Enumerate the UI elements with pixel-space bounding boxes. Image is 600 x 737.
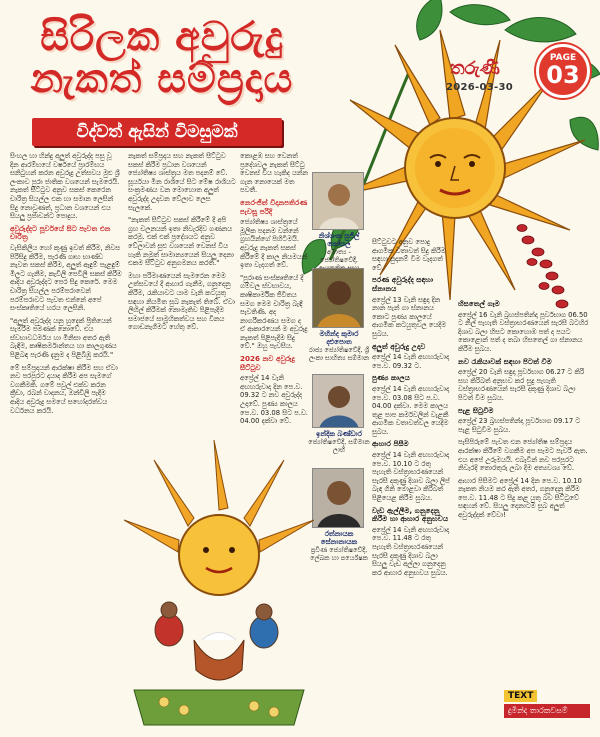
issue-date: 2026-03-30 [446,82,513,93]
page-number: 03 [546,61,580,89]
col4-intro: සීට්ටුවට අනුව පොදු ආගමික වතාවත් සිදු කිරීම සඳහා සුදානම් වීම වැදගත් වේ. [372,238,446,272]
col5-section-2-title: නව රැකියාවක් සඳහා පිටත් වීම [458,356,552,366]
portrait-4 [312,468,364,528]
column-5 [458,300,590,660]
col1-intro: සිංහල හා හින්දු අලුත් අවුරුද්ද පසු වූ දින ආරම්භයේ වර්ෂයේ ප්‍රාරම්භය සනිටුහන් කරන අවුරුදු උත්සවය මුළු ශ්‍රී ලංකාව පුරා ජාතික වශයෙන් සැමරෙයි. නැකත් සීට්ටුව අනුව සකස් කෙරෙන චාරිත්‍ර සියල්ල එක හා සමාන ලෙසින් සිදු නොවුණත්, ප්‍රධාන වශයෙන් එය සියලු ප්‍රජාවන්ට පොදුය. [10,152,120,221]
portrait-3 [312,374,364,428]
portrait-1-name: නිශ්ශංක සුජිල් කෝසල [318,232,360,248]
people-icon [155,602,278,648]
col5-body: පැසිපිරුමේ පැවත එන ජ්‍යෝතිෂ සම්ප්‍රදාය ආරක්ෂා කිරීමේ වගකීම අප සැමට පැවරී ඇත. එය අපේ උරුමයයි. එබැවින් නව පරපුරට නිවැරදි තොරතුරු ලබා දීම අත්‍යවශ්‍ය වේ. [458,438,588,473]
col5-section-3-body: අප්‍රේල් 23 බ්‍රහස්පතින්දා පූර්වභාග 09.17 ට පැළ සිටුවීම සුබය. [458,417,581,434]
col5-closing: ආහාර පිසීමට අප්‍රේල් 14 දින පෙ.ව. 10.10 නැකත නියම කර ඇති අතර, ගනුදෙනු කිරීම පෙ.ව. 11.48 ට සිදු කළ යුතු බව සීට්ටුවේ සඳහන් වේ. සියලු දෙනාටම සුබ අලුත් අවුරුද්දක් වේවා! [458,476,582,520]
col1-quote: "අලුත් අවුරුද්ද යනු හුදෙක් ප්‍රීතියෙන් සැමරීම පමණක් නොවේ. එය ස්වභාවධර්මය හා මිනිසා අතර ඇති බැඳීම, කෘෂිකර්මාන්තය හා කාලගුණය පිළිබඳ පැරණි දැනුම ද පිළිබිඹු කරයි." [10,316,117,360]
bottom-illustration [124,440,314,730]
col3-section-title: 2026 නව අවුරුදු සීට්ටුව [240,354,295,372]
col2-body: මහා පරිමාණයෙන් සැමරෙන මෙම උත්සවයේ දී ආහාර ගැනීම, ගනුදෙනු කිරීම, රැකියාවට යාම වැනි කටයුතු සඳහා නියමිත සුබ නැකැත් තිබේ. ඒවා ලිහිල් කිරීමක් නොමැතිව පිළිපැදීම සමාජයේ සාමූහිකත්වය සහ විනය ගොඩනැගීමට හේතු වේ. [128,271,236,332]
subhead: විද්වත් ඇසින් විමසුමක් [32,118,282,146]
portrait-3-name: ඉන්දික බණ්ඩාර [316,430,362,438]
portrait-4-role: ප්‍රවීණ ජ්‍යෝතිෂවේදී, ලේඛක හා පර්යේෂක [310,546,368,562]
col2-intro: නැකත් සම්ප්‍රදාය සහ නැකත් සීට්ටුව සකස් කිරීම ප්‍රධාන වශයෙන් ජ්‍යෝතිෂ්‍ය ශාස්ත්‍රය මත පදනම් වේ. සූර්යයා මීන රාශියේ සිට මේෂ රාශියට සංක්‍රමණය වන මොහොත අලුත් අවුරුද්ද උදාවන වේලාව ලෙස සැලකේ. [128,152,236,212]
headline [12,16,312,100]
portrait-4-name: රත්නායක සේනානායක [320,530,358,546]
col1-section-body: වැසිකිලිය හෝ කුණු ඉවත් කිරීම, නිවස පිරිසිදු කිරීම, පැරණි ගෘහ භාණ්ඩ නැවත සකස් කිරීම, අලුත් ඇඳුම් පැළඳුම් මිලට ගැනීම, කැවිලි පෙවිලි සකස් කිරීම ආදිය අවුරුද්දට පෙර සිදු කෙරේ. මෙම චාරිත්‍ර සියල්ල පරම්පරාවෙන් පරම්පරාවට පැවත එන්නේ අපේ සංස්කෘතියේ හරය ලෙසිනි. [10,243,122,313]
headline-line-1: සිරිලක අවුරුදු [40,14,284,60]
portrait-1 [312,172,364,230]
col4-section-2-body: අප්‍රේල් 14 වැනි අඟහරුවාදා පෙ.ව. 09.32 ට. [372,353,450,370]
portrait-2-name: මහින්ද කුමාර දළුපොත [319,330,359,346]
col4-section-4-title: ආහාර පිසීම [372,439,409,449]
person-icon [313,173,364,230]
brand-logo: තරුණී [450,58,500,79]
headline-line-2: නැකත් සම්ප්‍රදාය [30,56,294,102]
portrait-3-caption [308,430,370,454]
col1-closing: මේ සම්ප්‍රදායන් ආරක්ෂා කිරීම සහ ඒවා නව පරපුරට දායාද කිරීම අප සැමගේ වගකීමකි. ගමේ පවුල් එක්ව කරන ක්‍රීඩා, රබන් වාදනය, ඔන්චිලි පැදීම ආදිය අවුරුදු සමයේ සහෝදරත්වය වර්ධනය කරයි. [10,363,118,415]
column-4 [372,238,452,628]
col5-section-2-body: අප්‍රේල් 20 වැනි සඳුදා පූර්වභාග 06.27 ට කිරි සහ කිරිබත් අනුභව කර සුදු පැහැති වස්ත්‍රාභරණයෙන් සැරසී දකුණු දිශාව බලා පිටත් වීම සුබය. [458,368,585,402]
col5-section-1-body: අප්‍රේල් 16 වැනි බ්‍රහස්පතින්දා පූර්වභාග 06.50 ට නිල් පැහැති වස්ත්‍රාභරණයෙන් සැරසී බටහිර දිශාව බලා හිසට කොහොඹ පත් ද පයට කොළොන් පත් ද තබා හිසතෙල් ගා ස්නානය කිරීම සුබය. [458,310,589,353]
page-badge [536,44,590,98]
portrait-1-role: අමාත්‍ය - ජ්‍යෝතිෂවේදී, [320,248,358,264]
col4-section-1-title: පරණ අවුරුද්ද සඳහා ස්නානය [372,275,434,293]
col3-intro: කොළඹ සහ වෙනත් ප්‍රදේශවල නැකත් සීට්ටු වෙනස් විය හැකිද යන්න ගැන නොයෙක් මත පවතී. [240,152,308,195]
portrait-2-caption [308,330,370,362]
col3-section-body: අප්‍රේල් 14 වැනි අඟහරුවාදා දින පෙ.ව. 09.32 ට නව අවුරුද්ද උදාවේ. පුණ්‍ය කාලය පෙ.ව. 03.08 සිට ප.ව. 04.00 දක්වා වේ. [240,374,308,426]
person-icon [313,469,364,528]
col2-quote: "නැකත් සීට්ටුව සකස් කිරීමේ දී අපි ග්‍රහ චලනයන් ඉතා නිවැරදිව ගණනය කරමු. එක් එක් ප්‍රදේශයට අනුව වේලාවන් සුළු වශයෙන් වෙනස් විය හැකි නමුත් සාමාන්‍යයෙන් සියලු දෙනා එකම සීට්ටුව අනුගමනය කරති." [128,216,234,268]
portrait-2 [312,268,364,328]
person-icon [313,375,364,428]
person-icon [313,269,364,328]
col4-section-5-body: අප්‍රේල් 14 වැනි අඟහරුවාදා පෙ.ව. 11.48 ට රතු පැහැති වස්ත්‍රාභරණයෙන් සැරසී දකුණු දිශාව බලා සියලු වැඩ අල්ලා ගනුදෙනු කර ආහාර අනුභවය සුබය. [372,525,450,577]
col1-section-title: අවුරුද්දට පූර්වයේ සිට පැවත එන චාරිත්‍ර [10,223,111,242]
col3-panel-body: ජ්‍යෝතිෂ්‍ය ශාස්ත්‍රයේ මූලික පදනම වන්නේ ග්‍රහයින්ගේ පිහිටීමයි. අවුරුදු නැකත් සකස් කිරීමේ දී කාල නියමයන් ඉතා වැදගත් වේ. [240,218,308,270]
col5-section-3-title: පැළ සිටුවීම [458,405,494,415]
col5-section-1-title: හිසතෙල් ගෑම [458,300,500,308]
page-label: PAGE [549,53,577,63]
col4-section-2-title: අලුත් අවුරුදු උදාව [372,341,426,351]
author-tag-label: TEXT [504,690,537,702]
col3-panel-title: නෙරංජිත් විදානපතිරණ පැවසූ පරිදි [240,197,308,216]
col4-section-3-title: පුණ්‍ය කාලය [372,373,410,383]
berries-icon [517,225,568,309]
col3-body: "පුරාණ සංස්කෘතියේ දී ගම්වල ස්වභාවය, කෘෂිකාර්මික ජීවිතය සමග මෙම චාරිත්‍ර බැඳී පැවතිණි. අද නාගරීකරණය සමග ද ඒ ආකාරයෙන් ම අවුරුදු නැකත් පිළිපැදීම සිදු වේ." ඔහු පැවසීය. [240,273,308,351]
brand-box [440,40,590,100]
milk-pot-icon [194,633,244,681]
author-tag [504,683,590,715]
portrait-2-role: රාජ්‍ය ජ්‍යෝතිෂවේදී, ශ්‍රී ලංකා සාහිත්‍ය සම්මාන [308,346,370,362]
col4-section-4-body: අප්‍රේල් 14 වැනි අඟහරුවාදා පෙ.ව. 10.10 ට රතු පැහැති වස්ත්‍රාභරණයෙන් සැරසී දකුණු දිශාව බලා ලිප් බැඳ ගිනි මොළවා කිරිබත් පිළියෙළ කිරීම සුබය. [372,451,450,503]
column-1 [10,152,122,722]
col4-section-5-title: වැඩ ඇල්ලීම, ගනුදෙනු කිරීම හා ආහාර අනුභවය [372,505,449,524]
portrait-3-role: ජ්‍යෝතිෂවේදී, සම්මාන ලාභී [308,438,370,454]
col4-section-3-body: අප්‍රේල් 14 වැනි අඟහරුවාදා පෙ.ව. 03.08 සිට ප.ව. 04.00 දක්වා. මෙම කාලය තුළ පාප කර්මවලින් වැළකී ආගමික වතාවත්වල යෙදීම සුබය. [372,384,450,436]
col4-section-1-body: අප්‍රේල් 13 වැනි සඳුදා දින නාන පැන් ගා ස්නානය කොට පුණ්‍ය කාලයේ ආගමික කටයුතුවල යෙදීම සුබය. [372,295,447,338]
portrait-4-caption [308,530,370,562]
author-name: දුමින්ද තාරකවසම් [504,704,590,718]
sun-face-icon [179,515,259,595]
